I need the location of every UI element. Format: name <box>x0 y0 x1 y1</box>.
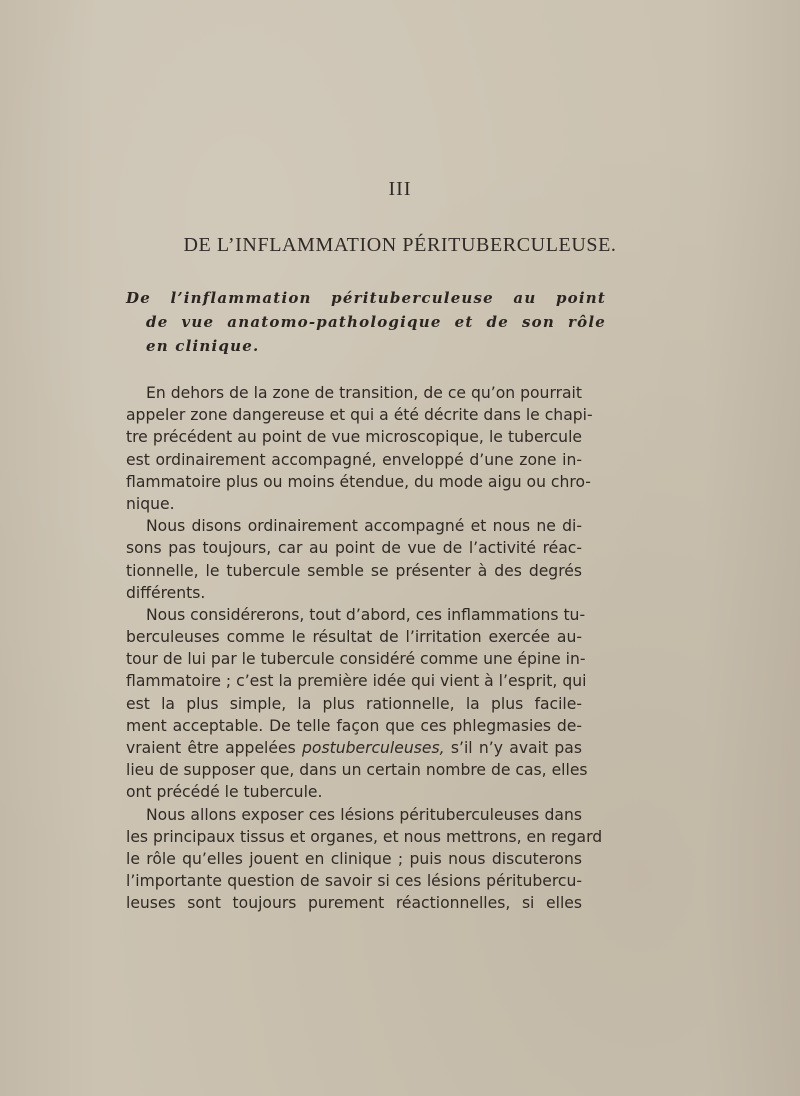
italic-term: postuberculeuses, <box>302 739 445 757</box>
subtitle-line: De l’inflammation pérituberculeuse au point <box>126 289 606 307</box>
text-line: nique. <box>126 494 175 513</box>
text-line: est ordinairement accompagné, enveloppé d’une zone in- <box>126 450 582 469</box>
text-line: flammatoire plus ou moins étendue, du mode aigu ou chro- <box>126 472 591 491</box>
text-line: ont précédé le tubercule. <box>126 783 323 802</box>
text-line: En dehors de la zone de transition, de ce qu’on pourrait <box>146 384 582 402</box>
subtitle-line: en clinique. <box>146 337 260 355</box>
body-text <box>126 382 603 915</box>
text-line: différents. <box>126 583 206 602</box>
text-line: tre précédent au point de vue microscopique, le tubercule <box>126 428 582 447</box>
text-line: berculeuses comme le résultat de l’irritation exercée au- <box>126 628 582 647</box>
text-line: flammatoire ; c’est la première idée qui vient à l’esprit, qui <box>126 672 587 691</box>
chapter-number: III <box>388 178 412 200</box>
text-line: est la plus simple, la plus rationnelle, la plus facile- <box>126 694 582 713</box>
text-line: sons pas toujours, car au point de vue de l’activité réac- <box>126 539 582 558</box>
text-line: tour de lui par le tubercule considéré comme une épine in- <box>126 650 586 669</box>
text-line: le rôle qu’elles jouent en clinique ; puis nous discuterons <box>126 849 582 868</box>
text-line: les principaux tissus et organes, et nous mettrons, en regard <box>126 827 603 846</box>
text-line-with-italic <box>126 737 582 759</box>
text-line: ment acceptable. De telle façon que ces phlegmasies de- <box>126 716 582 735</box>
text-line: l’importante question de savoir si ces lésions péritubercu- <box>126 872 582 891</box>
text-line: appeler zone dangereuse et qui a été décrite dans le chapi- <box>126 406 593 425</box>
text-line: tionnelle, le tubercule semble se présenter à des degrés <box>126 561 582 580</box>
section-subtitle <box>126 286 606 358</box>
text-line: Nous disons ordinairement accompagné et nous ne di- <box>146 517 582 536</box>
text-segment: s’il n’y avait pas <box>450 739 582 757</box>
subtitle-line: de vue anatomo-pathologique et de son rôle <box>146 313 606 331</box>
text-line: Nous considérerons, tout d’abord, ces inflammations tu- <box>146 605 586 624</box>
text-segment: vraient être appelées <box>126 739 296 757</box>
text-line: leuses sont toujours purement réactionnelles, si elles <box>126 894 582 913</box>
chapter-title: DE L’INFLAMMATION PÉRITUBERCULEUSE. <box>183 234 617 256</box>
text-line: lieu de supposer que, dans un certain nombre de cas, elles <box>126 761 588 780</box>
text-line: Nous allons exposer ces lésions pérituberculeuses dans <box>146 805 582 824</box>
